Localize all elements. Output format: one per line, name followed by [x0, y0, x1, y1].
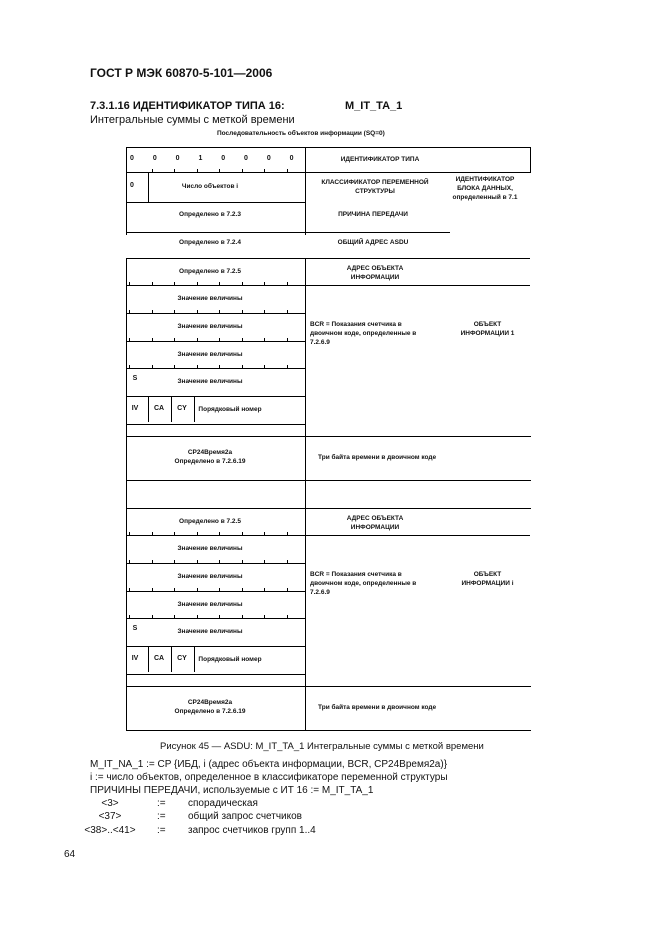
bit-tick — [197, 560, 198, 563]
cot-text: спорадическая — [188, 798, 258, 809]
bit-tick — [174, 532, 175, 535]
ca-flag: CA — [154, 405, 165, 412]
bit-tick — [197, 282, 198, 285]
cot-op: := — [157, 798, 166, 809]
cot-code: <38>..<41> — [84, 825, 136, 836]
type-id-bit: 0 — [175, 155, 180, 162]
cot-text: общий запрос счетчиков — [188, 811, 302, 822]
bit-tick — [242, 282, 243, 285]
cy-flag: CY — [177, 655, 187, 662]
bit-tick — [219, 532, 220, 535]
bit-tick — [174, 588, 175, 591]
bit-tick — [129, 365, 130, 368]
sequence-number: Порядковый номер — [198, 656, 262, 663]
bit-tick — [242, 365, 243, 368]
bit-tick — [152, 365, 153, 368]
section-code: M_IT_TA_1 — [345, 100, 403, 112]
bit-tick — [174, 560, 175, 563]
table-line — [126, 147, 306, 148]
sequence-title: Последовательность объектов информации (SQ=0) — [217, 130, 385, 137]
bit-tick — [174, 615, 175, 618]
table-line — [126, 480, 127, 508]
cot-op: := — [157, 825, 166, 836]
bit-tick — [152, 338, 153, 341]
flag-divider — [148, 646, 149, 672]
bit-tick — [152, 588, 153, 591]
table-line — [126, 535, 306, 536]
bit-tick — [174, 169, 175, 172]
value-field: Значение величины — [177, 351, 243, 358]
bit-tick — [242, 615, 243, 618]
table-line — [126, 368, 306, 369]
table-line — [126, 730, 531, 731]
time-defined: Определено в 7.2.6.19 — [174, 458, 246, 465]
type-id-bit: 1 — [198, 155, 203, 162]
bit-tick — [242, 532, 243, 535]
information-object-label: ОБЪЕКТ ИНФОРМАЦИИ 1 — [460, 321, 515, 337]
sq-divider — [148, 172, 149, 202]
table-line — [126, 202, 306, 203]
bit-tick — [264, 560, 265, 563]
ca-flag: CA — [154, 655, 165, 662]
bit-tick — [129, 615, 130, 618]
asdu-block-label: ИДЕНТИФИКАТОР БЛОКА ДАННЫХ, определенный в 7.1 — [452, 176, 518, 201]
table-line — [305, 232, 450, 233]
table-line — [305, 147, 306, 235]
table-line — [126, 686, 531, 687]
type-id-bit: 0 — [289, 155, 294, 162]
bit-tick — [219, 615, 220, 618]
bit-tick — [219, 338, 220, 341]
addr-label: АДРЕС ОБЪЕКТА ИНФОРМАЦИИ — [346, 265, 404, 281]
table-line — [126, 341, 306, 342]
bit-tick — [219, 588, 220, 591]
page-number: 64 — [64, 849, 76, 860]
value-field: Значение величины — [177, 628, 243, 635]
cy-flag: CY — [177, 405, 187, 412]
table-line — [305, 508, 306, 730]
value-field: Значение величины — [177, 545, 243, 552]
addr-label: АДРЕС ОБЪЕКТА ИНФОРМАЦИИ — [346, 515, 404, 531]
bit-tick — [129, 560, 130, 563]
bit-tick — [174, 338, 175, 341]
iv-flag: IV — [131, 655, 139, 662]
type-id-label: ИДЕНТИФИКАТОР ТИПА — [340, 156, 420, 163]
bit-tick — [264, 310, 265, 313]
bit-tick — [242, 338, 243, 341]
bit-tick — [287, 365, 288, 368]
table-line — [126, 480, 531, 481]
bit-tick — [219, 169, 220, 172]
table-line — [305, 508, 530, 509]
flag-divider — [171, 396, 172, 422]
bit-tick — [197, 532, 198, 535]
bcr-description: BCR = Показания счетчика в двоичном коде, определенные в 7.2.6.9 — [310, 321, 417, 346]
bit-tick — [264, 365, 265, 368]
object-count-label: Число объектов i — [181, 183, 239, 190]
value-field: Значение величины — [177, 295, 243, 302]
bit-tick — [264, 615, 265, 618]
bit-tick — [287, 560, 288, 563]
definition-line-1: M_IT_NA_1 := CP {ИБД, i (адрес объекта информации, BCR, CP24Время2а)} — [90, 759, 448, 770]
bit-tick — [264, 532, 265, 535]
bit-tick — [219, 560, 220, 563]
bit-tick — [287, 532, 288, 535]
table-line — [305, 535, 530, 536]
bit-tick — [152, 560, 153, 563]
common-defined: Определено в 7.2.4 — [179, 239, 241, 246]
table-line — [126, 258, 306, 259]
time-description: Три байта времени в двоичном коде — [318, 454, 437, 461]
table-line — [126, 618, 306, 619]
bit-tick — [152, 169, 153, 172]
bit-tick — [197, 310, 198, 313]
bcr-description: BCR = Показания счетчика в двоичном коде, определенные в 7.2.6.9 — [310, 571, 417, 596]
table-line — [126, 258, 127, 480]
table-line — [126, 563, 306, 564]
bit-tick — [287, 310, 288, 313]
table-line — [126, 232, 306, 233]
bit-tick — [197, 169, 198, 172]
addr-defined: Определено в 7.2.5 — [179, 268, 241, 275]
table-line — [305, 285, 530, 286]
bit-tick — [174, 310, 175, 313]
type-id-bit: 0 — [130, 155, 134, 162]
cot-code: <37> — [98, 811, 122, 822]
bit-tick — [287, 282, 288, 285]
section-title: 7.3.1.16 ИДЕНТИФИКАТОР ТИПА 16: — [90, 100, 285, 112]
bit-tick — [152, 615, 153, 618]
bit-tick — [287, 588, 288, 591]
cot-defined: Определено в 7.2.3 — [179, 211, 241, 218]
bit-tick — [129, 532, 130, 535]
type-id-bit: 0 — [266, 155, 271, 162]
time-description: Три байта времени в двоичном коде — [318, 704, 437, 711]
type-id-bit: 0 — [244, 155, 248, 162]
addr-defined: Определено в 7.2.5 — [179, 518, 241, 525]
bit-tick — [242, 169, 243, 172]
bit-tick — [152, 532, 153, 535]
bit-tick — [129, 338, 130, 341]
cot-code: <3> — [101, 798, 119, 809]
value-field: Значение величины — [177, 573, 243, 580]
bit-tick — [242, 588, 243, 591]
table-line — [305, 480, 306, 508]
definition-line-2: i := число объектов, определенное в классификаторе переменной структуры — [90, 772, 448, 783]
time-name: CP24Время2а — [187, 449, 233, 456]
cot-label: ПРИЧИНА ПЕРЕДАЧИ — [338, 211, 408, 218]
bit-tick — [264, 338, 265, 341]
bit-tick — [264, 588, 265, 591]
flag-divider — [171, 646, 172, 672]
sign-bit: S — [132, 625, 138, 632]
value-field: Значение величины — [177, 323, 243, 330]
flag-divider — [148, 396, 149, 422]
bit-tick — [152, 282, 153, 285]
type-id-bit: 0 — [152, 155, 157, 162]
document-header: ГОСТ Р МЭК 60870-5-101—2006 — [90, 66, 273, 80]
table-line — [126, 396, 306, 397]
time-defined: Определено в 7.2.6.19 — [174, 708, 246, 715]
iv-flag: IV — [131, 405, 139, 412]
bit-tick — [197, 338, 198, 341]
common-label: ОБЩИЙ АДРЕС ASDU — [337, 239, 409, 246]
bit-tick — [264, 169, 265, 172]
value-field: Значение величины — [177, 601, 243, 608]
section-subtitle: Интегральные суммы с меткой времени — [90, 114, 295, 126]
bit-tick — [287, 169, 288, 172]
bit-tick — [287, 615, 288, 618]
bit-tick — [152, 310, 153, 313]
bit-tick — [219, 310, 220, 313]
bit-tick — [287, 338, 288, 341]
bit-tick — [197, 365, 198, 368]
table-line — [126, 172, 531, 173]
bit-tick — [129, 282, 130, 285]
table-line — [530, 147, 531, 172]
table-line — [126, 508, 127, 730]
bit-tick — [197, 615, 198, 618]
cot-text: запрос счетчиков групп 1..4 — [188, 825, 316, 836]
value-field: Значение величины — [177, 378, 243, 385]
bit-tick — [197, 588, 198, 591]
bit-tick — [174, 365, 175, 368]
bit-tick — [174, 282, 175, 285]
bit-tick — [219, 282, 220, 285]
sign-bit: S — [132, 375, 138, 382]
bit-tick — [129, 310, 130, 313]
time-name: CP24Время2а — [187, 699, 233, 706]
bit-tick — [264, 282, 265, 285]
bit-tick — [219, 365, 220, 368]
definition-line-3: ПРИЧИНЫ ПЕРЕДАЧИ, используемые с ИТ 16 := M_IT_TA_1 — [90, 785, 374, 796]
table-line — [126, 646, 306, 647]
type-id-bit: 0 — [221, 155, 226, 162]
vsq-label: КЛАССИФИКАТОР ПЕРЕМЕННОЙ СТРУКТУРЫ — [321, 179, 429, 195]
table-line — [126, 591, 306, 592]
table-line — [126, 285, 306, 286]
table-line — [126, 674, 306, 675]
cot-op: := — [157, 811, 166, 822]
table-line — [126, 436, 531, 437]
bit-tick — [242, 560, 243, 563]
figure-caption: Рисунок 45 — ASDU: M_IT_TA_1 Интегральные суммы с меткой времени — [160, 741, 484, 752]
table-line — [126, 424, 306, 425]
information-object-label: ОБЪЕКТ ИНФОРМАЦИИ i — [461, 571, 514, 587]
table-line — [305, 147, 530, 148]
bit-tick — [129, 588, 130, 591]
table-line — [305, 258, 306, 480]
table-line — [126, 313, 306, 314]
sequence-number: Порядковый номер — [198, 406, 262, 413]
table-line — [305, 258, 530, 259]
sq-bit: 0 — [130, 182, 134, 189]
bit-tick — [242, 310, 243, 313]
